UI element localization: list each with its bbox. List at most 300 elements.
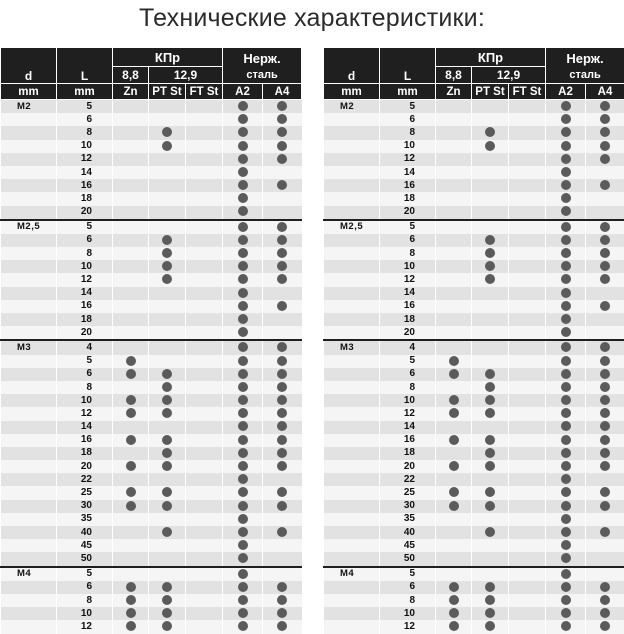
length-cell: 20 bbox=[380, 460, 436, 473]
mark-cell-a2 bbox=[223, 273, 263, 286]
length-cell: 16 bbox=[380, 300, 436, 313]
availability-dot-icon bbox=[238, 487, 248, 497]
mark-cell-a2 bbox=[223, 460, 263, 473]
diameter-cell bbox=[324, 581, 380, 594]
availability-dot-icon bbox=[277, 461, 287, 471]
availability-dot-icon bbox=[238, 382, 248, 392]
mark-cell-ft-st bbox=[509, 607, 546, 620]
length-cell: 20 bbox=[57, 206, 113, 220]
availability-dot-icon bbox=[277, 180, 287, 190]
mark-cell-a4 bbox=[263, 607, 302, 620]
mark-cell-zn bbox=[436, 381, 472, 394]
mark-cell-pt-st bbox=[472, 220, 509, 234]
header-blank-d bbox=[324, 48, 380, 67]
mark-cell-ft-st bbox=[509, 179, 546, 192]
header-unit-l: mm bbox=[380, 84, 436, 100]
mark-cell-a4 bbox=[263, 394, 302, 407]
table-row bbox=[1, 340, 302, 354]
mark-cell-zn bbox=[436, 434, 472, 447]
diameter-cell: M3 bbox=[324, 340, 380, 354]
mark-cell-ft-st bbox=[509, 526, 546, 539]
mark-cell-pt-st bbox=[472, 567, 509, 581]
table-row bbox=[1, 153, 302, 166]
header-a2: A2 bbox=[546, 84, 586, 100]
availability-dot-icon bbox=[277, 114, 287, 124]
mark-cell-pt-st bbox=[149, 447, 186, 460]
header-d: d bbox=[324, 67, 380, 84]
mark-cell-ft-st bbox=[186, 447, 223, 460]
header-pt-st: PT St bbox=[149, 84, 186, 100]
mark-cell-zn bbox=[436, 581, 472, 594]
table-row bbox=[1, 607, 302, 620]
mark-cell-pt-st bbox=[472, 260, 509, 273]
availability-dot-icon bbox=[449, 501, 459, 511]
availability-dot-icon bbox=[162, 141, 172, 151]
mark-cell-pt-st bbox=[149, 594, 186, 607]
length-cell: 12 bbox=[57, 153, 113, 166]
mark-cell-a2 bbox=[546, 607, 586, 620]
table-row bbox=[1, 513, 302, 526]
availability-dot-icon bbox=[277, 448, 287, 458]
mark-cell-a4 bbox=[263, 381, 302, 394]
header-zn: Zn bbox=[113, 84, 149, 100]
mark-cell-zn bbox=[436, 206, 472, 220]
mark-cell-a4 bbox=[586, 206, 624, 220]
diameter-cell: M2 bbox=[324, 100, 380, 114]
availability-dot-icon bbox=[162, 448, 172, 458]
availability-dot-icon bbox=[277, 261, 287, 271]
mark-cell-ft-st bbox=[509, 206, 546, 220]
mark-cell-a2 bbox=[546, 326, 586, 340]
header-zn: Zn bbox=[436, 84, 472, 100]
mark-cell-a2 bbox=[223, 486, 263, 499]
mark-cell-ft-st bbox=[509, 140, 546, 153]
diameter-cell bbox=[1, 473, 57, 486]
mark-cell-zn bbox=[113, 179, 149, 192]
mark-cell-a4 bbox=[263, 447, 302, 460]
mark-cell-ft-st bbox=[186, 539, 223, 552]
mark-cell-a2 bbox=[546, 220, 586, 234]
availability-dot-icon bbox=[162, 608, 172, 618]
mark-cell-a2 bbox=[223, 594, 263, 607]
availability-dot-icon bbox=[600, 421, 610, 431]
availability-dot-icon bbox=[277, 621, 287, 631]
length-cell: 10 bbox=[380, 394, 436, 407]
table-row bbox=[324, 113, 624, 126]
header-class-129: 12,9 bbox=[472, 67, 546, 84]
mark-cell-a2 bbox=[223, 394, 263, 407]
mark-cell-a2 bbox=[546, 567, 586, 581]
availability-dot-icon bbox=[561, 595, 571, 605]
mark-cell-zn bbox=[113, 500, 149, 513]
header-class-129: 12,9 bbox=[149, 67, 223, 84]
mark-cell-pt-st bbox=[472, 179, 509, 192]
length-cell: 30 bbox=[380, 500, 436, 513]
mark-cell-pt-st bbox=[472, 500, 509, 513]
table-row bbox=[1, 473, 302, 486]
table-row bbox=[1, 300, 302, 313]
mark-cell-zn bbox=[113, 166, 149, 179]
mark-cell-a2 bbox=[223, 368, 263, 381]
availability-dot-icon bbox=[238, 461, 248, 471]
mark-cell-a4 bbox=[586, 394, 624, 407]
availability-dot-icon bbox=[238, 435, 248, 445]
mark-cell-zn bbox=[113, 434, 149, 447]
mark-cell-zn bbox=[436, 192, 472, 205]
table-row bbox=[324, 153, 624, 166]
diameter-cell bbox=[1, 153, 57, 166]
mark-cell-ft-st bbox=[186, 567, 223, 581]
diameter-cell bbox=[1, 192, 57, 205]
diameter-cell bbox=[1, 355, 57, 368]
mark-cell-zn bbox=[436, 100, 472, 114]
availability-dot-icon bbox=[238, 369, 248, 379]
mark-cell-a2 bbox=[546, 234, 586, 247]
mark-cell-pt-st bbox=[149, 166, 186, 179]
table-row bbox=[324, 340, 624, 354]
mark-cell-zn bbox=[436, 140, 472, 153]
mark-cell-zn bbox=[113, 100, 149, 114]
mark-cell-a4 bbox=[586, 447, 624, 460]
length-cell: 40 bbox=[380, 526, 436, 539]
diameter-cell bbox=[324, 513, 380, 526]
availability-dot-icon bbox=[277, 382, 287, 392]
availability-dot-icon bbox=[449, 395, 459, 405]
length-cell: 30 bbox=[57, 500, 113, 513]
mark-cell-ft-st bbox=[509, 473, 546, 486]
mark-cell-a4 bbox=[263, 486, 302, 499]
header-unit-l: mm bbox=[57, 84, 113, 100]
mark-cell-pt-st bbox=[472, 100, 509, 114]
table-row bbox=[324, 421, 624, 434]
mark-cell-ft-st bbox=[509, 326, 546, 340]
mark-cell-ft-st bbox=[509, 126, 546, 139]
mark-cell-a2 bbox=[223, 381, 263, 394]
header-nerzh: Нерж. сталь bbox=[546, 48, 624, 84]
header-a2: A2 bbox=[223, 84, 263, 100]
mark-cell-a4 bbox=[263, 140, 302, 153]
length-cell: 12 bbox=[57, 407, 113, 420]
mark-cell-pt-st bbox=[149, 526, 186, 539]
mark-cell-pt-st bbox=[149, 567, 186, 581]
header-blank-l bbox=[380, 48, 436, 67]
mark-cell-a2 bbox=[546, 273, 586, 286]
availability-dot-icon bbox=[162, 382, 172, 392]
mark-cell-ft-st bbox=[186, 594, 223, 607]
page-title: Технические характеристики: bbox=[0, 4, 624, 33]
mark-cell-a2 bbox=[223, 539, 263, 552]
header-unit-d: mm bbox=[1, 84, 57, 100]
length-cell: 8 bbox=[380, 247, 436, 260]
diameter-cell bbox=[1, 260, 57, 273]
mark-cell-pt-st bbox=[149, 368, 186, 381]
mark-cell-zn bbox=[113, 340, 149, 354]
table-row bbox=[1, 326, 302, 340]
mark-cell-pt-st bbox=[149, 206, 186, 220]
mark-cell-pt-st bbox=[149, 313, 186, 326]
length-cell: 8 bbox=[57, 381, 113, 394]
mark-cell-zn bbox=[113, 273, 149, 286]
availability-dot-icon bbox=[238, 301, 248, 311]
mark-cell-zn bbox=[113, 473, 149, 486]
length-cell: 5 bbox=[57, 100, 113, 114]
mark-cell-a4 bbox=[586, 300, 624, 313]
diameter-cell bbox=[324, 300, 380, 313]
mark-cell-ft-st bbox=[509, 300, 546, 313]
diameter-cell bbox=[1, 113, 57, 126]
mark-cell-a4 bbox=[586, 113, 624, 126]
mark-cell-pt-st bbox=[149, 407, 186, 420]
mark-cell-a4 bbox=[586, 526, 624, 539]
length-cell: 18 bbox=[380, 192, 436, 205]
table-row bbox=[1, 567, 302, 581]
availability-dot-icon bbox=[238, 448, 248, 458]
mark-cell-pt-st bbox=[472, 192, 509, 205]
diameter-cell bbox=[1, 447, 57, 460]
mark-cell-zn bbox=[436, 513, 472, 526]
length-cell: 20 bbox=[380, 206, 436, 220]
length-cell: 18 bbox=[57, 192, 113, 205]
mark-cell-ft-st bbox=[186, 473, 223, 486]
mark-cell-a2 bbox=[546, 126, 586, 139]
mark-cell-ft-st bbox=[509, 447, 546, 460]
diameter-cell bbox=[324, 368, 380, 381]
availability-dot-icon bbox=[162, 127, 172, 137]
mark-cell-zn bbox=[113, 326, 149, 340]
table-row bbox=[324, 473, 624, 486]
mark-cell-a2 bbox=[546, 260, 586, 273]
availability-dot-icon bbox=[277, 582, 287, 592]
mark-cell-a2 bbox=[546, 581, 586, 594]
mark-cell-a2 bbox=[546, 166, 586, 179]
mark-cell-pt-st bbox=[472, 381, 509, 394]
mark-cell-zn bbox=[113, 192, 149, 205]
availability-dot-icon bbox=[238, 288, 248, 298]
diameter-cell: M2,5 bbox=[324, 220, 380, 234]
mark-cell-a4 bbox=[586, 460, 624, 473]
availability-dot-icon bbox=[126, 369, 136, 379]
availability-dot-icon bbox=[600, 435, 610, 445]
availability-dot-icon bbox=[561, 435, 571, 445]
mark-cell-ft-st bbox=[186, 513, 223, 526]
length-cell: 22 bbox=[380, 473, 436, 486]
mark-cell-ft-st bbox=[186, 300, 223, 313]
table-row bbox=[324, 300, 624, 313]
diameter-cell: M4 bbox=[1, 567, 57, 581]
mark-cell-pt-st bbox=[149, 179, 186, 192]
availability-dot-icon bbox=[238, 114, 248, 124]
mark-cell-zn bbox=[113, 206, 149, 220]
availability-dot-icon bbox=[238, 180, 248, 190]
availability-dot-icon bbox=[277, 487, 287, 497]
availability-dot-icon bbox=[561, 382, 571, 392]
mark-cell-pt-st bbox=[472, 153, 509, 166]
mark-cell-ft-st bbox=[186, 166, 223, 179]
mark-cell-ft-st bbox=[186, 326, 223, 340]
table-row bbox=[324, 192, 624, 205]
availability-dot-icon bbox=[600, 342, 610, 352]
availability-dot-icon bbox=[277, 501, 287, 511]
length-cell: 10 bbox=[57, 140, 113, 153]
availability-dot-icon bbox=[561, 141, 571, 151]
mark-cell-zn bbox=[113, 421, 149, 434]
diameter-cell bbox=[324, 287, 380, 300]
availability-dot-icon bbox=[600, 222, 610, 232]
table-row bbox=[324, 486, 624, 499]
availability-dot-icon bbox=[162, 621, 172, 631]
diameter-cell bbox=[1, 247, 57, 260]
mark-cell-pt-st bbox=[149, 607, 186, 620]
table-row bbox=[324, 273, 624, 286]
availability-dot-icon bbox=[561, 314, 571, 324]
header-class-88: 8,8 bbox=[113, 67, 149, 84]
mark-cell-pt-st bbox=[149, 260, 186, 273]
availability-dot-icon bbox=[238, 569, 248, 579]
table-row bbox=[324, 326, 624, 340]
table-row bbox=[1, 113, 302, 126]
mark-cell-pt-st bbox=[149, 434, 186, 447]
mark-cell-ft-st bbox=[186, 526, 223, 539]
length-cell: 10 bbox=[57, 394, 113, 407]
length-cell: 45 bbox=[57, 539, 113, 552]
availability-dot-icon bbox=[600, 621, 610, 631]
mark-cell-a2 bbox=[223, 206, 263, 220]
mark-cell-a2 bbox=[223, 153, 263, 166]
availability-dot-icon bbox=[449, 595, 459, 605]
table-row bbox=[324, 539, 624, 552]
diameter-cell bbox=[324, 500, 380, 513]
length-cell: 16 bbox=[57, 300, 113, 313]
mark-cell-a2 bbox=[546, 447, 586, 460]
mark-cell-ft-st bbox=[509, 166, 546, 179]
mark-cell-a4 bbox=[263, 340, 302, 354]
mark-cell-a4 bbox=[263, 473, 302, 486]
length-cell: 18 bbox=[57, 313, 113, 326]
availability-dot-icon bbox=[238, 514, 248, 524]
length-cell: 8 bbox=[57, 594, 113, 607]
table-row bbox=[324, 220, 624, 234]
mark-cell-a2 bbox=[546, 300, 586, 313]
length-cell: 12 bbox=[380, 407, 436, 420]
table-row bbox=[1, 166, 302, 179]
mark-cell-a4 bbox=[586, 539, 624, 552]
mark-cell-a2 bbox=[223, 100, 263, 114]
length-cell: 12 bbox=[380, 620, 436, 633]
mark-cell-pt-st bbox=[472, 368, 509, 381]
mark-cell-ft-st bbox=[186, 460, 223, 473]
diameter-cell bbox=[1, 273, 57, 286]
availability-dot-icon bbox=[277, 608, 287, 618]
mark-cell-pt-st bbox=[472, 581, 509, 594]
mark-cell-a4 bbox=[586, 473, 624, 486]
table-row bbox=[1, 394, 302, 407]
availability-dot-icon bbox=[485, 248, 495, 258]
mark-cell-pt-st bbox=[149, 486, 186, 499]
availability-dot-icon bbox=[561, 448, 571, 458]
mark-cell-a2 bbox=[223, 247, 263, 260]
mark-cell-a2 bbox=[546, 394, 586, 407]
availability-dot-icon bbox=[485, 501, 495, 511]
availability-dot-icon bbox=[600, 274, 610, 284]
table-row bbox=[1, 539, 302, 552]
mark-cell-zn bbox=[113, 526, 149, 539]
mark-cell-a4 bbox=[263, 500, 302, 513]
table-row bbox=[1, 355, 302, 368]
mark-cell-ft-st bbox=[186, 260, 223, 273]
availability-dot-icon bbox=[561, 206, 571, 216]
availability-dot-icon bbox=[600, 395, 610, 405]
mark-cell-a4 bbox=[263, 567, 302, 581]
mark-cell-a2 bbox=[546, 594, 586, 607]
mark-cell-a2 bbox=[223, 513, 263, 526]
mark-cell-zn bbox=[436, 313, 472, 326]
mark-cell-zn bbox=[113, 287, 149, 300]
mark-cell-ft-st bbox=[509, 581, 546, 594]
availability-dot-icon bbox=[162, 274, 172, 284]
table-row bbox=[1, 500, 302, 513]
mark-cell-pt-st bbox=[472, 513, 509, 526]
mark-cell-a4 bbox=[263, 421, 302, 434]
diameter-cell bbox=[1, 539, 57, 552]
mark-cell-a2 bbox=[223, 300, 263, 313]
diameter-cell bbox=[324, 140, 380, 153]
mark-cell-ft-st bbox=[186, 313, 223, 326]
mark-cell-a4 bbox=[263, 313, 302, 326]
availability-dot-icon bbox=[277, 595, 287, 605]
mark-cell-pt-st bbox=[149, 421, 186, 434]
mark-cell-a4 bbox=[586, 220, 624, 234]
mark-cell-pt-st bbox=[472, 460, 509, 473]
mark-cell-ft-st bbox=[186, 434, 223, 447]
table-row bbox=[1, 421, 302, 434]
availability-dot-icon bbox=[600, 114, 610, 124]
mark-cell-zn bbox=[113, 140, 149, 153]
mark-cell-zn bbox=[436, 326, 472, 340]
diameter-cell bbox=[324, 473, 380, 486]
mark-cell-a2 bbox=[546, 113, 586, 126]
mark-cell-a4 bbox=[263, 179, 302, 192]
mark-cell-pt-st bbox=[472, 526, 509, 539]
diameter-cell bbox=[324, 552, 380, 566]
availability-dot-icon bbox=[238, 421, 248, 431]
mark-cell-zn bbox=[113, 581, 149, 594]
mark-cell-pt-st bbox=[472, 552, 509, 566]
mark-cell-a2 bbox=[546, 247, 586, 260]
length-cell: 8 bbox=[380, 594, 436, 607]
availability-dot-icon bbox=[600, 527, 610, 537]
mark-cell-ft-st bbox=[509, 247, 546, 260]
availability-dot-icon bbox=[238, 595, 248, 605]
mark-cell-ft-st bbox=[509, 287, 546, 300]
mark-cell-ft-st bbox=[186, 192, 223, 205]
availability-dot-icon bbox=[485, 435, 495, 445]
mark-cell-zn bbox=[436, 552, 472, 566]
diameter-cell bbox=[324, 273, 380, 286]
availability-dot-icon bbox=[126, 356, 136, 366]
diameter-cell: M2 bbox=[1, 100, 57, 114]
length-cell: 35 bbox=[380, 513, 436, 526]
diameter-cell bbox=[1, 126, 57, 139]
mark-cell-pt-st bbox=[149, 273, 186, 286]
mark-cell-zn bbox=[436, 460, 472, 473]
availability-dot-icon bbox=[600, 582, 610, 592]
diameter-cell bbox=[324, 179, 380, 192]
mark-cell-zn bbox=[113, 220, 149, 234]
availability-dot-icon bbox=[485, 382, 495, 392]
availability-dot-icon bbox=[162, 595, 172, 605]
length-cell: 12 bbox=[57, 620, 113, 633]
mark-cell-zn bbox=[436, 394, 472, 407]
